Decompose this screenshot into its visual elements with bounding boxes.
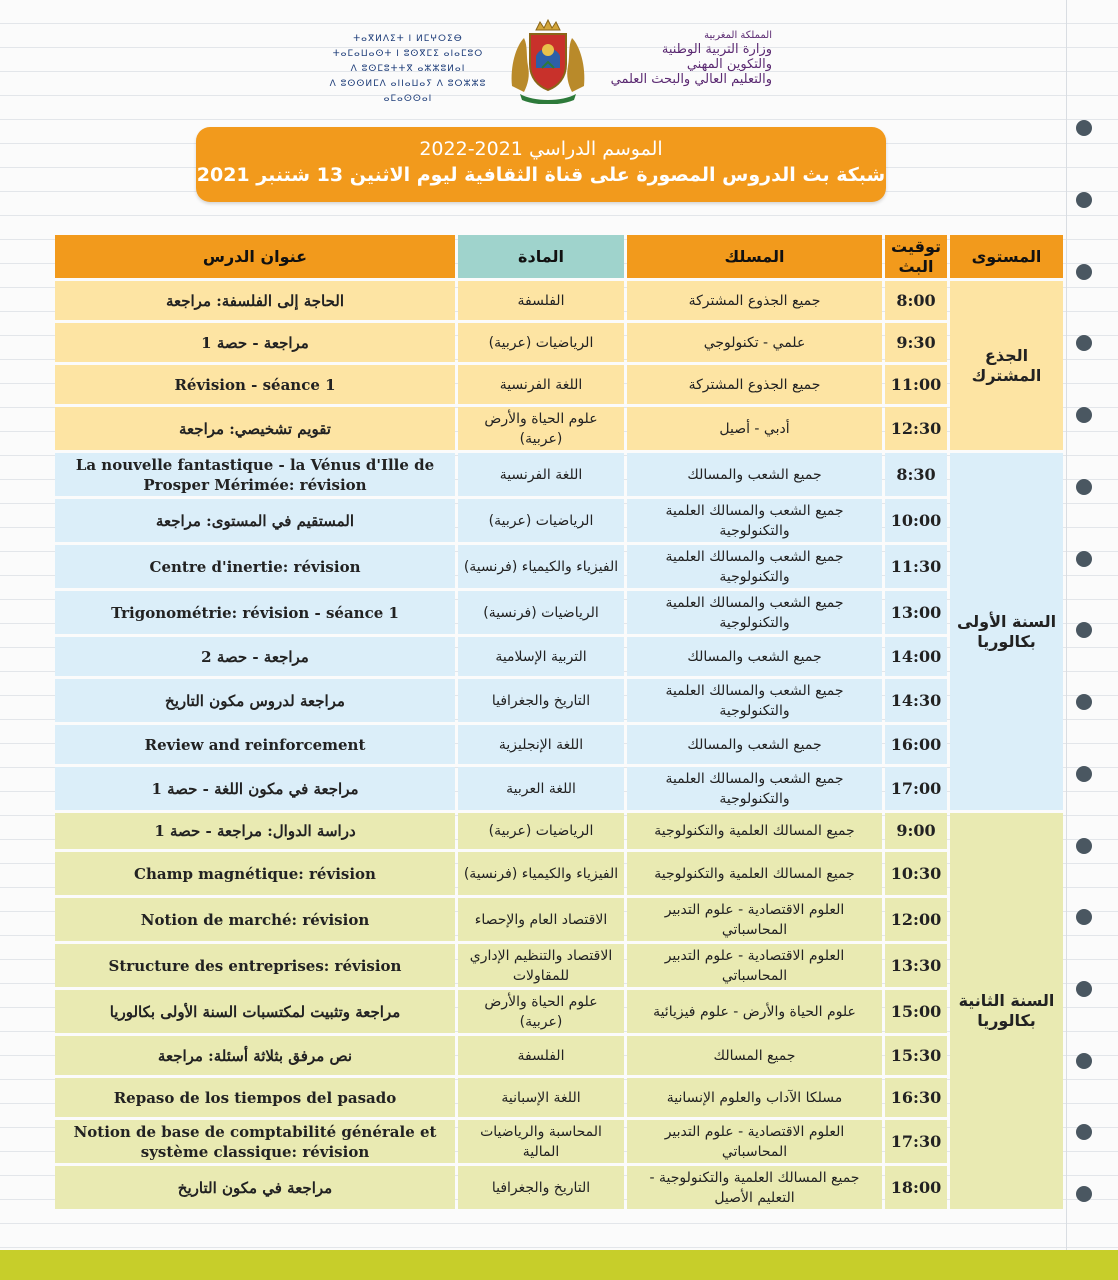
track-cell: جميع المسالك العلمية والتكنولوجية xyxy=(627,813,882,849)
subject-cell: الاقتصاد العام والإحصاء xyxy=(458,898,624,941)
binder-hole-icon xyxy=(1076,622,1092,638)
time-cell: 9:00 xyxy=(885,813,947,849)
time-cell: 12:00 xyxy=(885,898,947,941)
table-row xyxy=(55,852,1063,895)
time-cell: 8:00 xyxy=(885,281,947,320)
track-cell: جميع الشعب والمسالك العلمية والتكنولوجية xyxy=(627,767,882,810)
col-header-subject: المادة xyxy=(458,235,624,278)
binder-hole-icon xyxy=(1076,264,1092,280)
lesson-cell: Révision - séance 1 xyxy=(55,365,455,404)
lesson-cell: مراجعة في مكون اللغة - حصة 1 xyxy=(55,767,455,810)
table-row xyxy=(55,281,1063,320)
tifinagh-line-3: ⴷ ⵓⵙⵎⵓⵜⵜⴳ ⴰⵣⵣⵓⵍⴰⵏ xyxy=(350,64,466,74)
table-row xyxy=(55,1166,1063,1209)
binder-hole-icon xyxy=(1076,766,1092,782)
tifinagh-ministry-name xyxy=(318,32,498,107)
binder-hole-icon xyxy=(1076,981,1092,997)
time-cell: 17:00 xyxy=(885,767,947,810)
track-cell: جميع الشعب والمسالك العلمية والتكنولوجية xyxy=(627,499,882,542)
time-cell: 13:30 xyxy=(885,944,947,987)
track-cell: جميع الشعب والمسالك العلمية والتكنولوجية xyxy=(627,679,882,722)
lesson-cell: Review and reinforcement xyxy=(55,725,455,764)
lesson-cell: مراجعة في مكون التاريخ xyxy=(55,1166,455,1209)
lesson-cell: نص مرفق بثلاثة أسئلة: مراجعة xyxy=(55,1036,455,1075)
track-cell: العلوم الاقتصادية - علوم التدبير المحاسباتي xyxy=(627,944,882,987)
table-row xyxy=(55,545,1063,588)
subject-cell: اللغة الفرنسية xyxy=(458,365,624,404)
lesson-cell: مراجعة - حصة 2 xyxy=(55,637,455,676)
binder-hole-icon xyxy=(1076,1124,1092,1140)
subject-cell: الفلسفة xyxy=(458,1036,624,1075)
col-header-level: المستوى xyxy=(950,235,1063,278)
time-cell: 9:30 xyxy=(885,323,947,362)
subject-cell: الرياضيات (عربية) xyxy=(458,323,624,362)
track-cell: مسلكا الآداب والعلوم الإنسانية xyxy=(627,1078,882,1117)
royal-emblem-icon xyxy=(506,16,590,104)
time-cell: 16:30 xyxy=(885,1078,947,1117)
lesson-cell: La nouvelle fantastique - la Vénus d'Ille de Prosper Mérimée: révision xyxy=(55,453,455,496)
subject-cell: الرياضيات (فرنسية) xyxy=(458,591,624,634)
table-row xyxy=(55,323,1063,362)
time-cell: 11:30 xyxy=(885,545,947,588)
ministry-line-3: والتعليم العالي والبحث العلمي xyxy=(610,72,772,87)
page-header xyxy=(0,14,1118,114)
subject-cell: التاريخ والجغرافيا xyxy=(458,1166,624,1209)
subject-cell: اللغة الإسبانية xyxy=(458,1078,624,1117)
binder-hole-icon xyxy=(1076,838,1092,854)
table-row xyxy=(55,990,1063,1033)
table-row xyxy=(55,591,1063,634)
binder-hole-icon xyxy=(1076,909,1092,925)
table-row xyxy=(55,767,1063,810)
subject-cell: الفيزياء والكيمياء (فرنسية) xyxy=(458,545,624,588)
track-cell: جميع الشعب والمسالك xyxy=(627,725,882,764)
lesson-cell: Structure des entreprises: révision xyxy=(55,944,455,987)
time-cell: 10:00 xyxy=(885,499,947,542)
binder-hole-icon xyxy=(1076,1053,1092,1069)
subject-cell: اللغة الإنجليزية xyxy=(458,725,624,764)
table-row xyxy=(55,407,1063,450)
subject-cell: علوم الحياة والأرض (عربية) xyxy=(458,990,624,1033)
lesson-cell: دراسة الدوال: مراجعة - حصة 1 xyxy=(55,813,455,849)
table-row xyxy=(55,1036,1063,1075)
binder-hole-icon xyxy=(1076,551,1092,567)
lesson-cell: Centre d'inertie: révision xyxy=(55,545,455,588)
lesson-cell: مراجعة لدروس مكون التاريخ xyxy=(55,679,455,722)
table-row xyxy=(55,453,1063,496)
lesson-cell: الحاجة إلى الفلسفة: مراجعة xyxy=(55,281,455,320)
time-cell: 10:30 xyxy=(885,852,947,895)
table-row xyxy=(55,1078,1063,1117)
binder-hole-icon xyxy=(1076,1186,1092,1202)
track-cell: جميع الجذوع المشتركة xyxy=(627,365,882,404)
subject-cell: التاريخ والجغرافيا xyxy=(458,679,624,722)
track-cell: جميع المسالك العلمية والتكنولوجية - التعليم الأصيل xyxy=(627,1166,882,1209)
lesson-cell: Trigonométrie: révision - séance 1 xyxy=(55,591,455,634)
time-cell: 8:30 xyxy=(885,453,947,496)
notebook-margin-line xyxy=(1066,0,1067,1250)
time-cell: 15:00 xyxy=(885,990,947,1033)
table-row xyxy=(55,813,1063,849)
ministry-line-2: والتكوين المهني xyxy=(686,57,772,72)
title-banner xyxy=(196,127,886,202)
subject-cell: اللغة الفرنسية xyxy=(458,453,624,496)
track-cell: العلوم الاقتصادية - علوم التدبير المحاسباتي xyxy=(627,1120,882,1163)
level-cell: السنة الثانية بكالوريا xyxy=(950,813,1063,1209)
school-year-title: الموسم الدراسي 2021-2022 xyxy=(419,138,663,160)
table-row xyxy=(55,725,1063,764)
time-cell: 11:00 xyxy=(885,365,947,404)
lesson-cell: مراجعة وتثبيت لمكتسبات السنة الأولى بكالوريا xyxy=(55,990,455,1033)
col-header-track: المسلك xyxy=(627,235,882,278)
track-cell: العلوم الاقتصادية - علوم التدبير المحاسباتي xyxy=(627,898,882,941)
table-row xyxy=(55,1120,1063,1163)
track-cell: جميع الشعب والمسالك xyxy=(627,637,882,676)
subject-cell: المحاسبة والرياضيات المالية xyxy=(458,1120,624,1163)
lesson-cell: تقويم تشخيصي: مراجعة xyxy=(55,407,455,450)
subject-cell: التربية الإسلامية xyxy=(458,637,624,676)
broadcast-schedule-table xyxy=(52,232,1066,1212)
lesson-cell: مراجعة - حصة 1 xyxy=(55,323,455,362)
time-cell: 12:30 xyxy=(885,407,947,450)
level-cell: الجذع المشترك xyxy=(950,281,1063,450)
subject-cell: اللغة العربية xyxy=(458,767,624,810)
lesson-cell: Notion de marché: révision xyxy=(55,898,455,941)
time-cell: 14:00 xyxy=(885,637,947,676)
track-cell: جميع المسالك xyxy=(627,1036,882,1075)
tifinagh-line-1: ⵜⴰⴳⵍⴷⵉⵜ ⵏ ⵍⵎⵖⵔⵉⴱ xyxy=(353,34,463,44)
time-cell: 18:00 xyxy=(885,1166,947,1209)
arabic-ministry-name xyxy=(592,30,772,87)
table-row xyxy=(55,944,1063,987)
binder-hole-icon xyxy=(1076,192,1092,208)
time-cell: 16:00 xyxy=(885,725,947,764)
subject-cell: الرياضيات (عربية) xyxy=(458,499,624,542)
track-cell: جميع الشعب والمسالك العلمية والتكنولوجية xyxy=(627,591,882,634)
broadcast-schedule-title: شبكة بث الدروس المصورة على قناة الثقافية ليوم الاثنين 13 شتنبر 2021 xyxy=(196,164,886,186)
time-cell: 14:30 xyxy=(885,679,947,722)
subject-cell: الفلسفة xyxy=(458,281,624,320)
kingdom-name: المملكة المغربية xyxy=(704,30,772,41)
track-cell: جميع الجذوع المشتركة xyxy=(627,281,882,320)
col-header-time: توقيت البث xyxy=(885,235,947,278)
binder-hole-icon xyxy=(1076,407,1092,423)
lesson-cell: Repaso de los tiempos del pasado xyxy=(55,1078,455,1117)
track-cell: جميع الشعب والمسالك xyxy=(627,453,882,496)
subject-cell: الفيزياء والكيمياء (فرنسية) xyxy=(458,852,624,895)
col-header-lesson: عنوان الدرس xyxy=(55,235,455,278)
binder-hole-icon xyxy=(1076,479,1092,495)
level-cell: السنة الأولى بكالوريا xyxy=(950,453,1063,810)
bottom-color-bar xyxy=(0,1250,1118,1280)
track-cell: جميع الشعب والمسالك العلمية والتكنولوجية xyxy=(627,545,882,588)
track-cell: علوم الحياة والأرض - علوم فيزيائية xyxy=(627,990,882,1033)
table-row xyxy=(55,898,1063,941)
subject-cell: الاقتصاد والتنظيم الإداري للمقاولات xyxy=(458,944,624,987)
track-cell: علمي - تكنولوجي xyxy=(627,323,882,362)
binder-hole-icon xyxy=(1076,335,1092,351)
subject-cell: الرياضيات (عربية) xyxy=(458,813,624,849)
track-cell: أدبي - أصيل xyxy=(627,407,882,450)
time-cell: 15:30 xyxy=(885,1036,947,1075)
binder-hole-icon xyxy=(1076,120,1092,136)
table-row xyxy=(55,679,1063,722)
track-cell: جميع المسالك العلمية والتكنولوجية xyxy=(627,852,882,895)
table-header-row xyxy=(55,235,1063,278)
time-cell: 13:00 xyxy=(885,591,947,634)
lesson-cell: المستقيم في المستوى: مراجعة xyxy=(55,499,455,542)
tifinagh-line-2: ⵜⴰⵎⴰⵡⴰⵙⵜ ⵏ ⵓⵙⴳⵎⵉ ⴰⵏⴰⵎⵓⵔ xyxy=(332,49,484,59)
table-row xyxy=(55,637,1063,676)
ministry-line-1: وزارة التربية الوطنية xyxy=(661,42,772,57)
subject-cell: علوم الحياة والأرض (عربية) xyxy=(458,407,624,450)
lesson-cell: Notion de base de comptabilité générale et système classique: révision xyxy=(55,1120,455,1163)
tifinagh-line-4: ⴷ ⵓⵙⵙⵍⵎⴷ ⴰⵏⵏⴰⵡⴰⵢ ⴷ ⵓⵔⵣⵣⵓ ⴰⵎⴰⵙⵙⴰⵏ xyxy=(329,79,487,104)
time-cell: 17:30 xyxy=(885,1120,947,1163)
binder-hole-icon xyxy=(1076,694,1092,710)
lesson-cell: Champ magnétique: révision xyxy=(55,852,455,895)
table-row xyxy=(55,365,1063,404)
table-row xyxy=(55,499,1063,542)
